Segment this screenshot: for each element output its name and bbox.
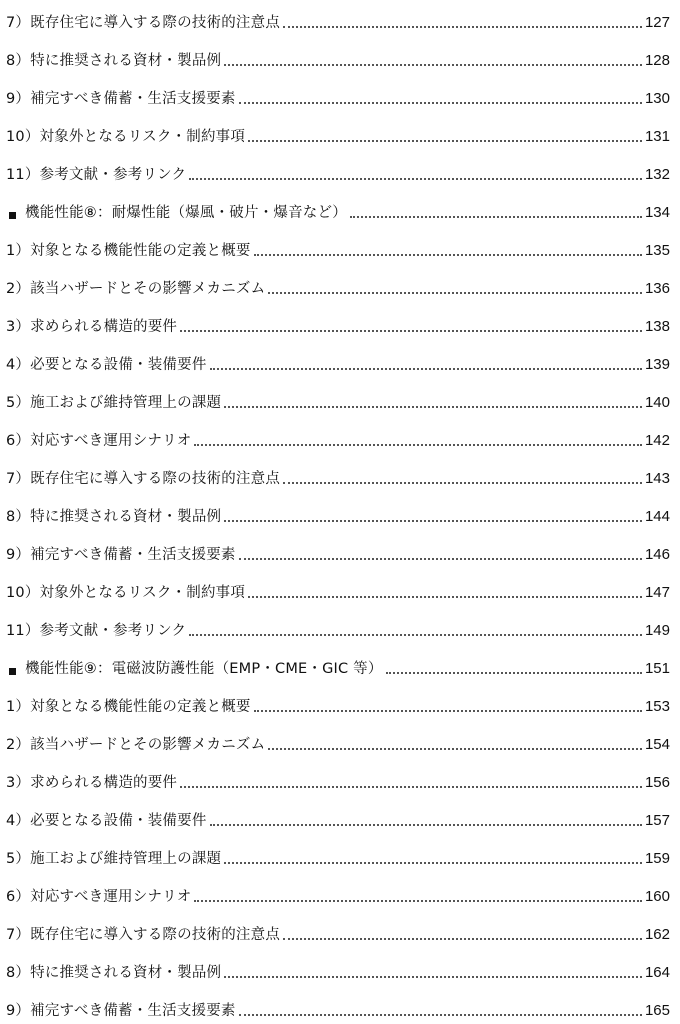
dot-leader — [239, 1014, 642, 1016]
dot-leader — [239, 102, 642, 104]
toc-page-number: 159 — [644, 850, 670, 867]
toc-page-number: 143 — [644, 470, 670, 487]
dot-leader — [194, 900, 642, 902]
toc-page-number: 140 — [644, 394, 670, 411]
toc-entry[interactable] — [6, 678, 670, 716]
toc-entry[interactable] — [6, 146, 670, 184]
dot-leader — [180, 786, 642, 788]
dot-leader — [224, 520, 642, 522]
toc-entry-title: 3）求められる構造的要件 — [6, 319, 178, 335]
toc-entry-title: 4）必要となる設備・装備要件 — [6, 357, 207, 373]
toc-entry-title: 機能性能⑧：耐爆性能（爆風・破片・爆音など） — [25, 205, 347, 221]
toc-entry-title: 10）対象外となるリスク・制約事項 — [6, 129, 246, 145]
dot-leader — [210, 824, 642, 826]
toc-page-number: 162 — [644, 926, 670, 943]
toc-entry[interactable] — [6, 374, 670, 412]
toc-entry-title: 1）対象となる機能性能の定義と概要 — [6, 243, 251, 259]
toc-entry[interactable] — [6, 412, 670, 450]
toc-entry-title: 9）補完すべき備蓄・生活支援要素 — [6, 547, 236, 563]
toc-section-heading[interactable] — [6, 184, 670, 222]
dot-leader — [224, 976, 642, 978]
toc-entry[interactable] — [6, 108, 670, 146]
dot-leader — [189, 634, 642, 636]
toc-page-number: 156 — [644, 774, 670, 791]
toc-entry[interactable] — [6, 944, 670, 982]
dot-leader — [248, 140, 642, 142]
toc-entry[interactable] — [6, 222, 670, 260]
dot-leader — [189, 178, 642, 180]
toc-page-number: 160 — [644, 888, 670, 905]
toc-page-number: 153 — [644, 698, 670, 715]
toc-page-number: 131 — [644, 128, 670, 145]
dot-leader — [386, 672, 642, 674]
toc-entry-title: 10）対象外となるリスク・制約事項 — [6, 585, 246, 601]
toc-page-number: 149 — [644, 622, 670, 639]
toc-entry[interactable] — [6, 792, 670, 830]
toc-page-number: 127 — [644, 14, 670, 31]
toc-entry[interactable] — [6, 754, 670, 792]
dot-leader — [350, 216, 642, 218]
toc-entry-title: 8）特に推奨される資材・製品例 — [6, 509, 222, 525]
toc-page-number: 154 — [644, 736, 670, 753]
dot-leader — [254, 710, 642, 712]
toc-entry[interactable] — [6, 830, 670, 868]
toc-entry-title: 6）対応すべき運用シナリオ — [6, 433, 192, 449]
dot-leader — [224, 862, 642, 864]
toc-entry-title: 5）施工および維持管理上の課題 — [6, 851, 222, 867]
toc-page-number: 151 — [644, 660, 670, 677]
toc-entry-title: 1）対象となる機能性能の定義と概要 — [6, 699, 251, 715]
square-bullet-icon — [9, 668, 16, 675]
toc-entry-title: 8）特に推奨される資材・製品例 — [6, 53, 222, 69]
dot-leader — [180, 330, 642, 332]
toc-section-heading[interactable] — [6, 640, 670, 678]
toc-page-number: 128 — [644, 52, 670, 69]
toc-entry[interactable] — [6, 70, 670, 108]
toc-page-number: 147 — [644, 584, 670, 601]
toc-page-number: 165 — [644, 1002, 670, 1019]
toc-page-number: 144 — [644, 508, 670, 525]
toc-entry-title: 11）参考文献・参考リンク — [6, 167, 187, 183]
toc-entry-title: 6）対応すべき運用シナリオ — [6, 889, 192, 905]
toc-entry-title: 7）既存住宅に導入する際の技術的注意点 — [6, 471, 281, 487]
toc-page-number: 138 — [644, 318, 670, 335]
toc-entry-title: 3）求められる構造的要件 — [6, 775, 178, 791]
toc-page-number: 134 — [644, 204, 670, 221]
table-of-contents — [6, 0, 670, 1020]
toc-page-number: 135 — [644, 242, 670, 259]
toc-entry[interactable] — [6, 260, 670, 298]
toc-entry[interactable] — [6, 0, 670, 32]
toc-entry-title: 2）該当ハザードとその影響メカニズム — [6, 737, 266, 753]
toc-entry-title: 2）該当ハザードとその影響メカニズム — [6, 281, 266, 297]
dot-leader — [210, 368, 642, 370]
toc-entry[interactable] — [6, 450, 670, 488]
toc-entry-title: 9）補完すべき備蓄・生活支援要素 — [6, 91, 236, 107]
square-bullet-icon — [9, 212, 16, 219]
dot-leader — [248, 596, 642, 598]
toc-entry-title: 7）既存住宅に導入する際の技術的注意点 — [6, 15, 281, 31]
dot-leader — [239, 558, 642, 560]
toc-entry[interactable] — [6, 982, 670, 1020]
dot-leader — [268, 292, 642, 294]
toc-page-number: 142 — [644, 432, 670, 449]
toc-entry[interactable] — [6, 868, 670, 906]
toc-entry[interactable] — [6, 564, 670, 602]
dot-leader — [254, 254, 642, 256]
toc-entry[interactable] — [6, 32, 670, 70]
toc-entry-title: 5）施工および維持管理上の課題 — [6, 395, 222, 411]
toc-page-number: 164 — [644, 964, 670, 981]
toc-page-number: 132 — [644, 166, 670, 183]
toc-page-number: 136 — [644, 280, 670, 297]
dot-leader — [194, 444, 642, 446]
toc-entry[interactable] — [6, 298, 670, 336]
toc-page-number: 139 — [644, 356, 670, 373]
toc-entry-title: 7）既存住宅に導入する際の技術的注意点 — [6, 927, 281, 943]
toc-entry[interactable] — [6, 336, 670, 374]
dot-leader — [224, 64, 642, 66]
dot-leader — [283, 482, 642, 484]
toc-entry[interactable] — [6, 488, 670, 526]
dot-leader — [268, 748, 642, 750]
toc-entry-title: 8）特に推奨される資材・製品例 — [6, 965, 222, 981]
toc-entry[interactable] — [6, 526, 670, 564]
toc-page-number: 130 — [644, 90, 670, 107]
toc-entry-title: 11）参考文献・参考リンク — [6, 623, 187, 639]
toc-entry[interactable] — [6, 906, 670, 944]
toc-entry-title: 4）必要となる設備・装備要件 — [6, 813, 207, 829]
dot-leader — [283, 938, 642, 940]
dot-leader — [283, 26, 642, 28]
toc-entry-title: 機能性能⑨：電磁波防護性能（EMP・CME・GIC 等） — [25, 661, 383, 677]
dot-leader — [224, 406, 642, 408]
toc-page-number: 146 — [644, 546, 670, 563]
toc-entry[interactable] — [6, 602, 670, 640]
toc-page-number: 157 — [644, 812, 670, 829]
toc-entry[interactable] — [6, 716, 670, 754]
toc-entry-title: 9）補完すべき備蓄・生活支援要素 — [6, 1003, 236, 1019]
